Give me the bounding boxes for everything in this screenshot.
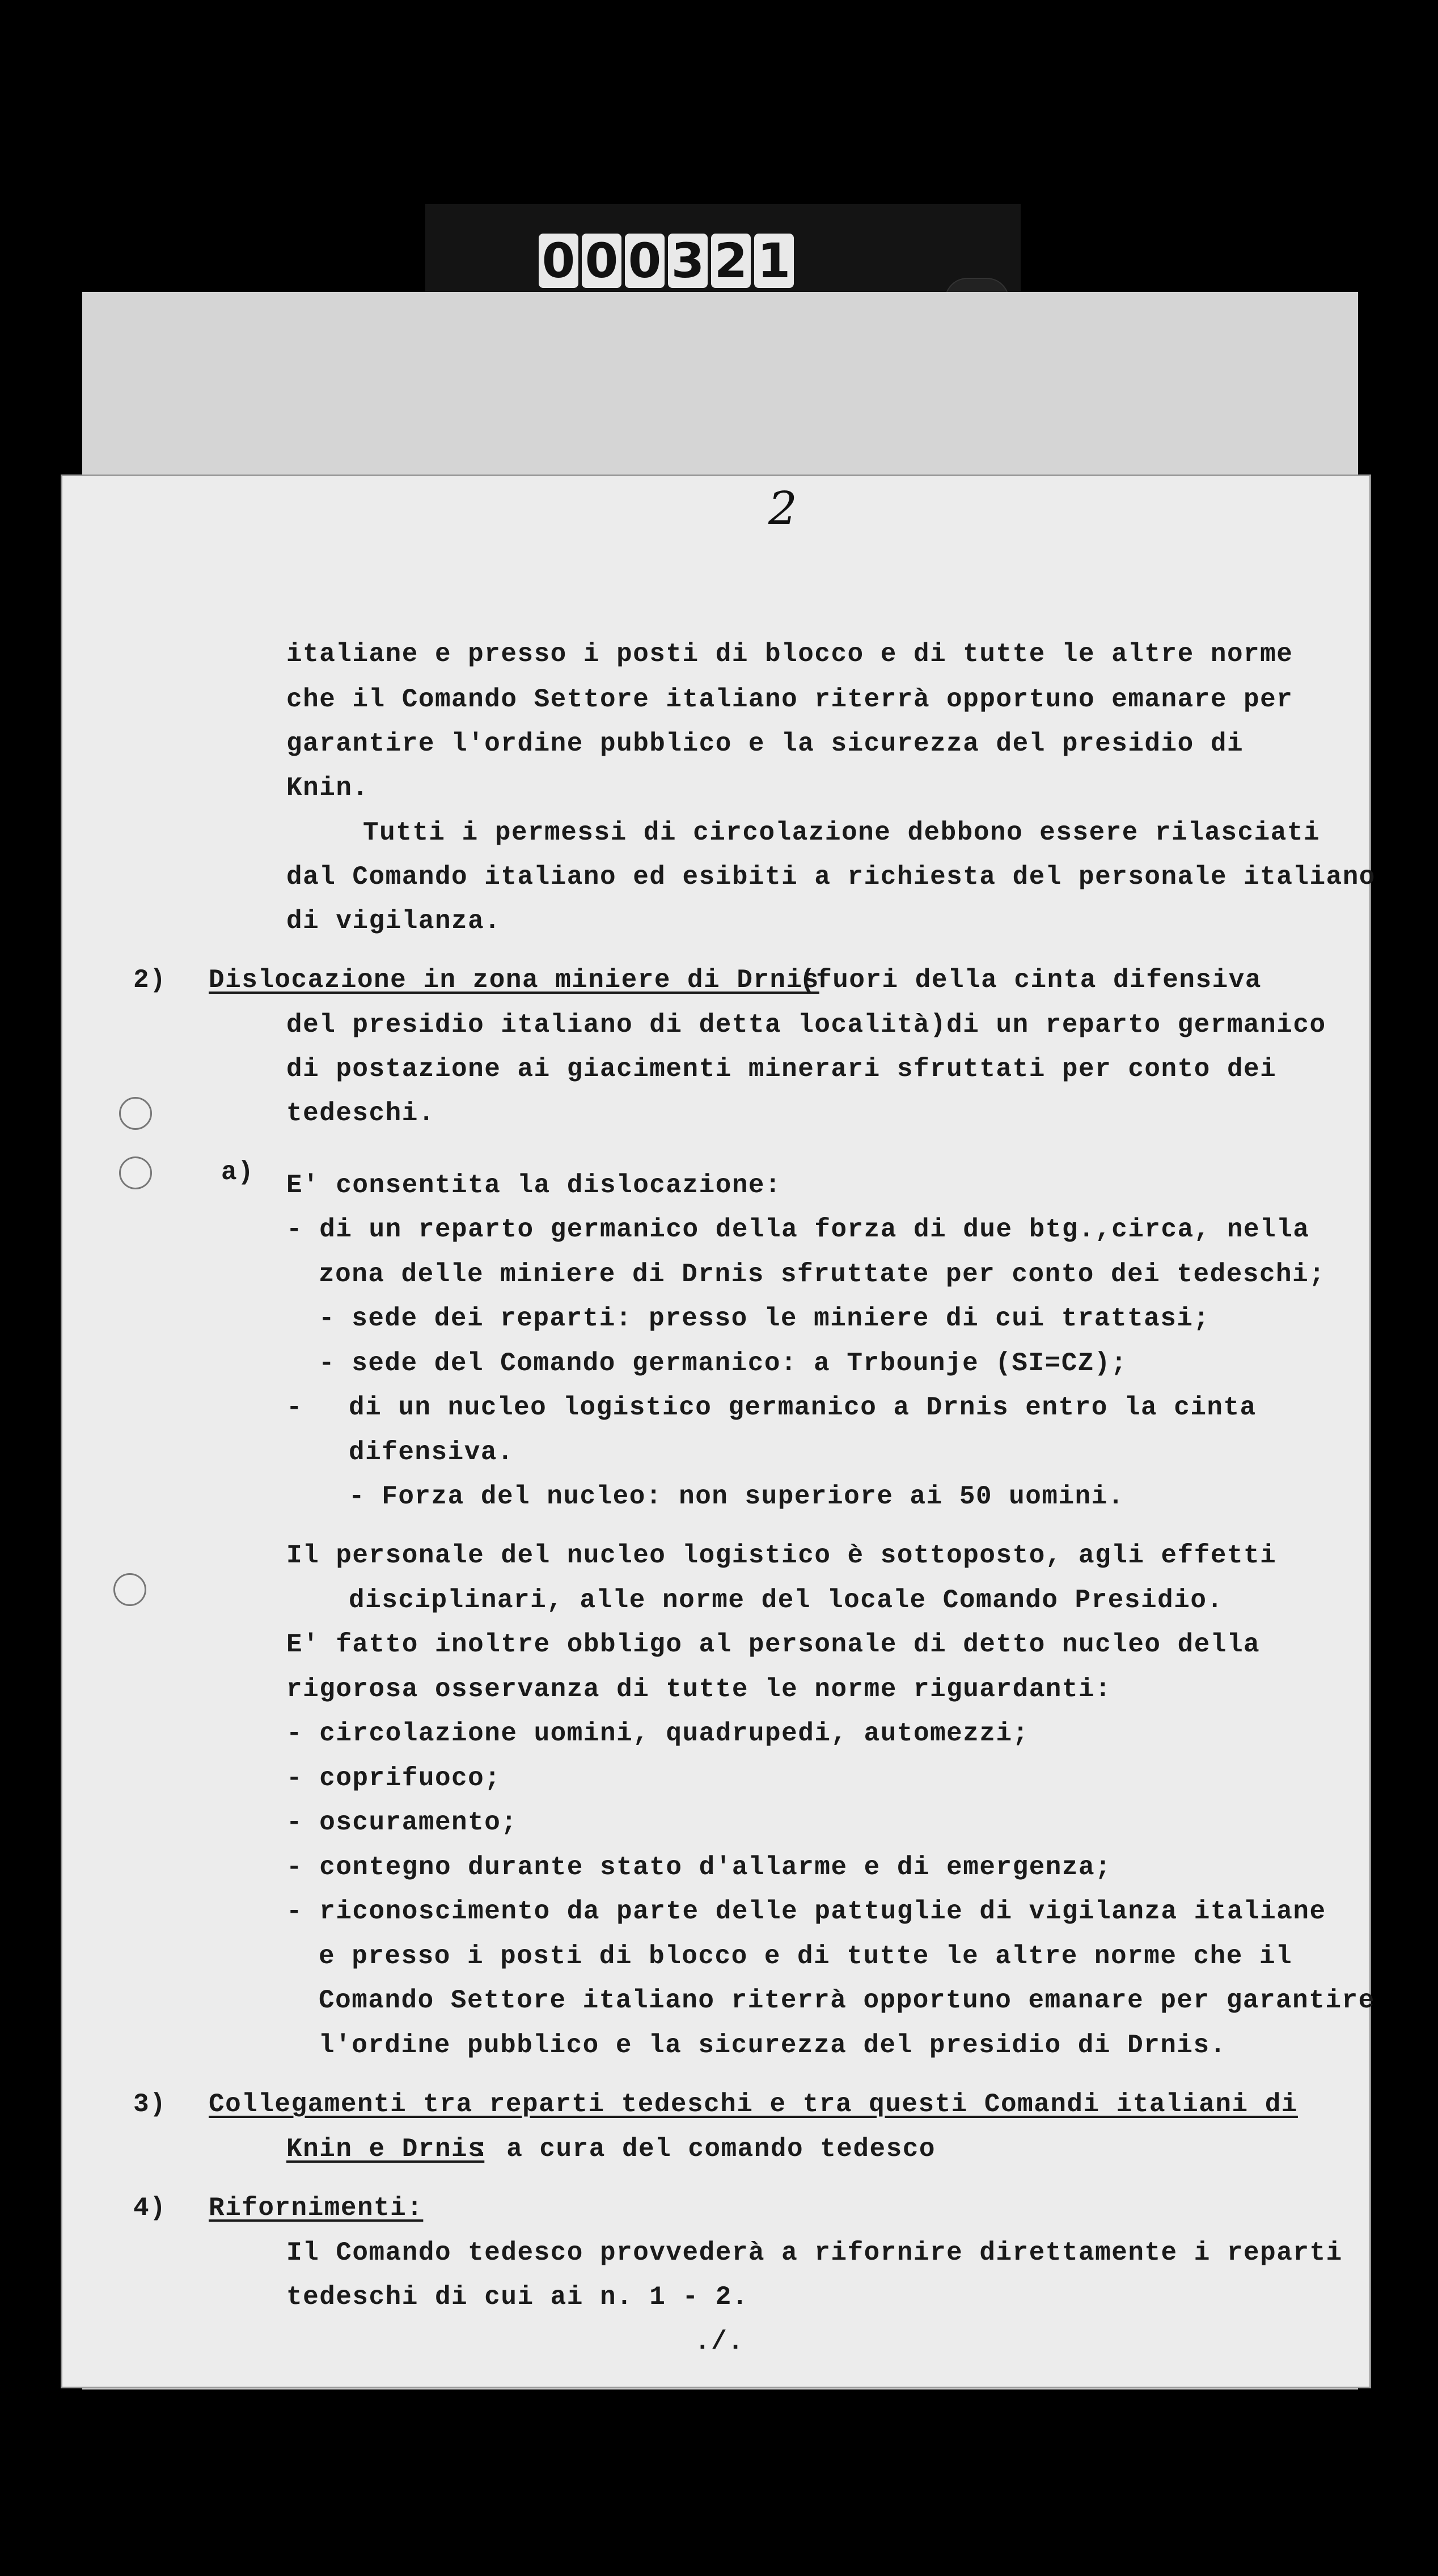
text-line: E' fatto inoltre obbligo al personale di detto nucleo della [286, 1630, 1261, 1659]
handwritten-page-number: 2 [768, 482, 797, 535]
text-line: disciplinari, alle norme del locale Comando Presidio. [349, 1586, 1224, 1615]
text-line: e presso i posti di blocco e di tutte le altre norme che il [319, 1942, 1293, 1971]
text-line: tedeschi di cui ai n. 1 - 2. [286, 2282, 748, 2312]
text-line: dal Comando italiano ed esibiti a richiesta del personale italiano [286, 862, 1376, 892]
section-heading: Knin e Drnis [286, 2134, 485, 2164]
text-line: E' consentita la dislocazione: [286, 1171, 782, 1200]
text-line: - riconoscimento da parte delle pattuglie di vigilanza italiane [286, 1897, 1326, 1926]
text-line: di vigilanza. [286, 906, 501, 936]
text-line: - sede del Comando germanico: a Trbounje (SI=CZ); [319, 1349, 1128, 1378]
item-number: 2) [133, 965, 167, 995]
text-line: (fuori della cinta difensiva [800, 965, 1262, 995]
punch-hole [119, 1156, 152, 1189]
text-line: - [286, 1393, 303, 1422]
counter-digits [539, 234, 794, 288]
text-line: - circolazione uomini, quadrupedi, automezzi; [286, 1719, 1029, 1748]
text-line: italiane e presso i posti di blocco e di tutte le altre norme [286, 639, 1293, 669]
counter-digit: 0 [582, 234, 621, 288]
counter-digit: 1 [754, 234, 794, 288]
text-line: l'ordine pubblico e la sicurezza del presidio di Drnis. [319, 2031, 1226, 2060]
text-line: Comando Settore italiano riterrà opportuno emanare per garantire [319, 1986, 1375, 2015]
text-line: - sede dei reparti: presso le miniere di cui trattasi; [319, 1304, 1210, 1333]
text-line: - di un reparto germanico della forza di due btg.,circa, nella [286, 1215, 1310, 1244]
continuation-mark: ./. [695, 2327, 745, 2357]
text-line: garantire l'ordine pubblico e la sicurezza del presidio di [286, 729, 1244, 759]
section-heading: Dislocazione in zona miniere di Drnis [209, 965, 819, 995]
text-line: Il Comando tedesco provvederà a rifornire direttamente i reparti [286, 2238, 1343, 2268]
text-line: : a cura del comando tedesco [473, 2134, 936, 2164]
text-line: di postazione ai giacimenti minerari sfruttati per conto dei [286, 1054, 1277, 1084]
text-line: - contegno durante stato d'allarme e di emergenza; [286, 1853, 1112, 1882]
text-line: Il personale del nucleo logistico è sottoposto, agli effetti [286, 1541, 1277, 1570]
text-line: difensiva. [349, 1438, 514, 1467]
punch-hole [113, 1573, 146, 1606]
item-number: 3) [133, 2090, 167, 2119]
counter-digit: 3 [668, 234, 708, 288]
text-line: di un nucleo logistico germanico a Drnis entro la cinta [349, 1393, 1257, 1422]
text-line: Tutti i permessi di circolazione debbono essere rilasciati [363, 818, 1321, 848]
text-line: tedeschi. [286, 1099, 435, 1128]
text-line: - Forza del nucleo: non superiore ai 50 uomini. [349, 1482, 1124, 1511]
text-line: che il Comando Settore italiano riterrà opportuno emanare per [286, 685, 1293, 714]
sub-item-letter: a) [221, 1158, 255, 1187]
text-line: del presidio italiano di detta località)di un reparto germanico [286, 1010, 1326, 1040]
punch-hole [119, 1097, 152, 1130]
section-heading: Collegamenti tra reparti tedeschi e tra questi Comandi italiani di [209, 2090, 1298, 2119]
counter-digit: 0 [539, 234, 578, 288]
counter-digit: 0 [625, 234, 665, 288]
text-line: - oscuramento; [286, 1808, 518, 1837]
section-heading: Rifornimenti: [209, 2193, 424, 2223]
text-line: - coprifuoco; [286, 1764, 501, 1793]
text-line: Knin. [286, 773, 369, 803]
text-line: zona delle miniere di Drnis sfruttate per conto dei tedeschi; [319, 1260, 1326, 1289]
item-number: 4) [133, 2193, 167, 2223]
counter-digit: 2 [711, 234, 751, 288]
text-line: rigorosa osservanza di tutte le norme riguardanti: [286, 1675, 1112, 1704]
